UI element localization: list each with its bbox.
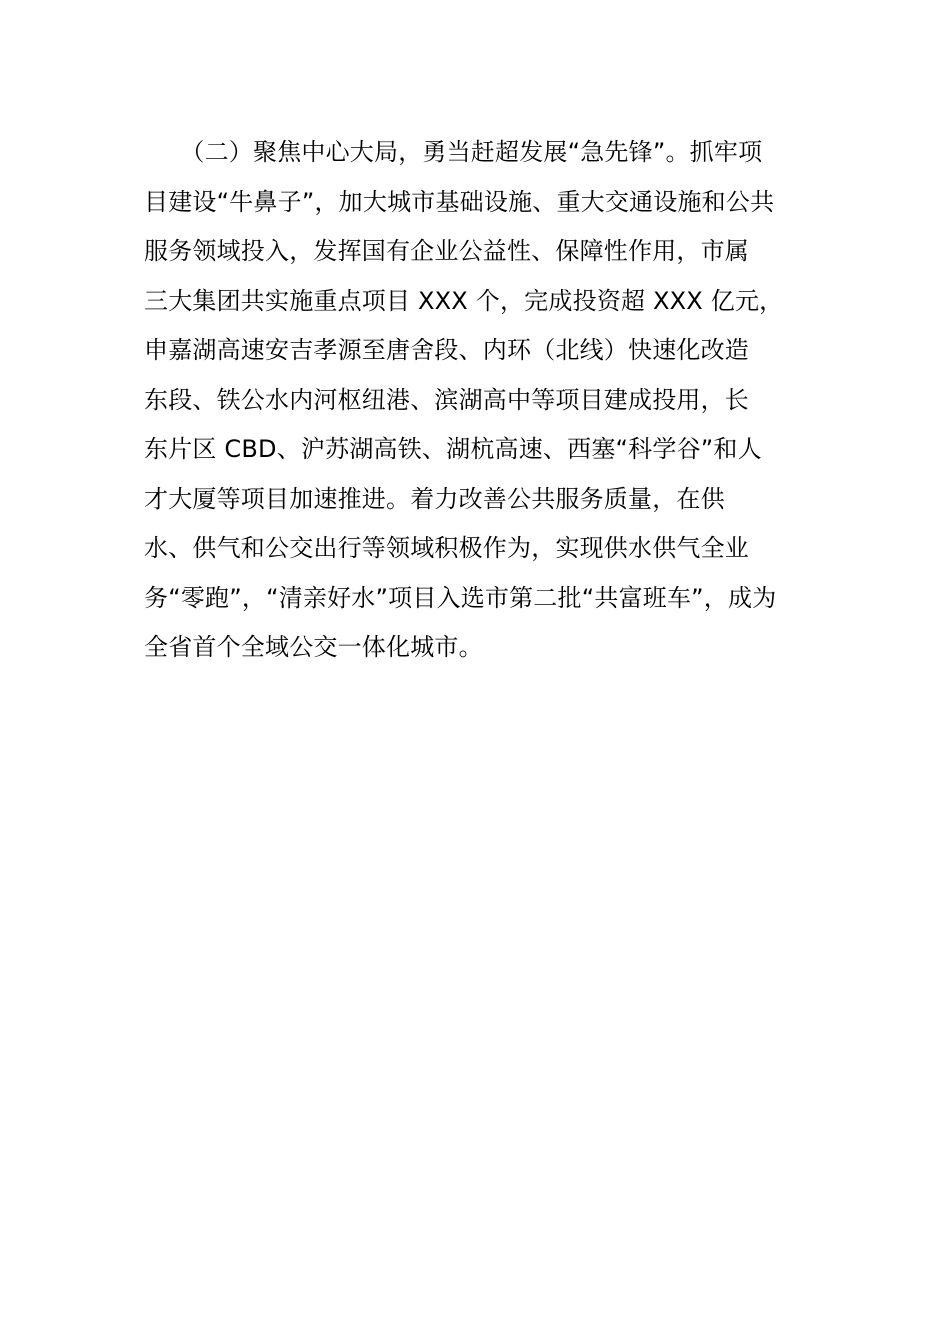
paragraph-line: 服务领域投入，发挥国有企业公益性、保障性作用，市属 (144, 237, 749, 265)
paragraph-line: 东片区 CBD、沪苏湖高铁、湖杭高速、西塞“科学谷”和人 (144, 435, 762, 463)
paragraph-line: 目建设“牛鼻子”，加大城市基础设施、重大交通设施和公共 (144, 187, 775, 216)
paragraph-line: 全省首个全域公交一体化城市。 (144, 633, 483, 661)
paragraph-line: （二）聚焦中心大局，勇当赶超发展“急先锋”。抓牢项 (144, 138, 763, 166)
paragraph-line: 才大厦等项目加速推进。着力改善公共服务质量，在供 (144, 484, 725, 513)
paragraph-line: 务“零跑”，“清亲好水”项目入选市第二批“共富班车”，成为 (144, 583, 777, 612)
paragraph-line: 申嘉湖高速安吉孝源至唐舍段、内环（北线）快速化改造 (144, 336, 749, 364)
paragraph-line: 水、供气和公交出行等领域积极作为，实现供水供气全业 (144, 534, 749, 562)
body-paragraph (144, 128, 814, 673)
paragraph-line: 三大集团共实施重点项目 XXX 个，完成投资超 XXX 亿元， (144, 286, 784, 315)
paragraph-line: 东段、铁公水内河枢纽港、滨湖高中等项目建成投用，长 (144, 385, 749, 414)
